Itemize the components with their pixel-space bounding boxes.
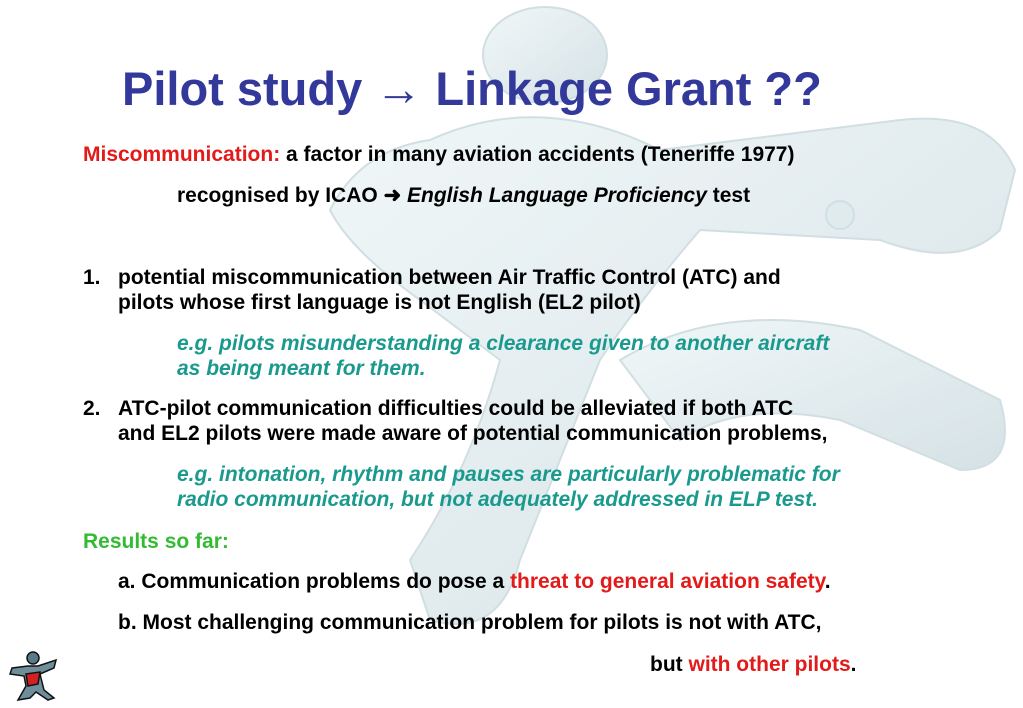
arrow-icon: ➜ (383, 184, 402, 207)
point-2-line-2: and EL2 pilots were made aware of potential communication problems, (118, 422, 828, 445)
results-heading: Results so far: (83, 530, 229, 553)
result-b-continued: but with other pilots. (650, 653, 857, 676)
point-1-number: 1. (83, 266, 101, 289)
slide-title: Pilot study → Linkage Grant ?? (122, 62, 822, 115)
result-a: a. Communication problems do pose a threat to general aviation safety. (118, 570, 831, 593)
point-2-line-1: ATC-pilot communication difficulties could be alleviated if both ATC (118, 397, 794, 420)
intro-line-2: recognised by ICAO ➜ English Language Proficiency test (177, 184, 751, 207)
point-1-line-2: pilots whose first language is not English (EL2 pilot) (118, 291, 641, 314)
result-b: b. Most challenging communication problem for pilots is not with ATC, (118, 611, 822, 634)
intro-line: Miscommunication: a factor in many aviation accidents (Teneriffe 1977) (83, 143, 795, 166)
point-1-line-1: potential miscommunication between Air Traffic Control (ATC) and (118, 266, 781, 289)
point-2-example-2: radio communication, but not adequately addressed in ELP test. (177, 488, 818, 511)
point-2-example-1: e.g. intonation, rhythm and pauses are particularly problematic for (177, 463, 840, 486)
logo-icon (6, 650, 60, 702)
point-1-example-1: e.g. pilots misunderstanding a clearance given to another aircraft (177, 332, 830, 355)
point-2-number: 2. (83, 397, 101, 420)
arrow-icon: → (375, 62, 423, 115)
point-1-example-2: as being meant for them. (177, 357, 426, 380)
